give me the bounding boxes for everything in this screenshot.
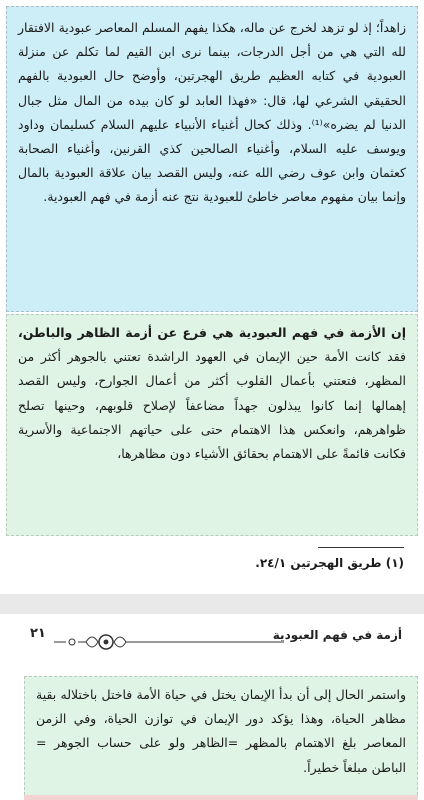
running-title: أزمة في فهم العبودية (272, 628, 402, 642)
middle-body: فقد كانت الأمة حين الإيمان في العهود الراشدة تعتني بالجوهر أكثر من المظهر، فتعتني بأعمال القلوب أكثر من أعمال الجوارح، وليس القصد إهمالها إنما كانوا يبذلون جهداً مضاعفاً لإصلاح قلوبهم، وحينها تصلح ظواهرهم، وانعكس هذا الاهتمام حتى على حياتهم الاجتماعية والأسرية فكانت قائمةً على الاهتمام بحقائق الأشياء دون مظاهرها، (18, 349, 406, 462)
page-number: ٢١ (30, 626, 46, 641)
middle-paragraph (18, 321, 406, 466)
footnote-divider (318, 547, 404, 548)
page-separator (0, 594, 424, 614)
bottom-paragraph: واستمر الحال إلى أن بدأ الإيمان يختل في حياة الأمة فاختل باختلاله بقية مظاهر الحياة، وهذا يؤكد دور الإيمان في توازن الحياة، وفي الزمن المعاصر بلغ الاهتمام بالمظهر =الظاهر ولو على حساب الجوهر = الباطن مبلغاً خطيراً. (36, 687, 406, 775)
next-highlight-strip (24, 795, 418, 800)
top-paragraph: زاهداً؛ إذ لو تزهد لخرج عن ماله، هكذا يفهم المسلم المعاصر عبودية الافتقار لله التي هي من أجل الدرجات، بينما نرى ابن القيم لما تكلم عن منزلة العبودية في كتابه العظيم طريق الهجرتين، وأوضح حال العبودية بالفهم الحقيقي الشرعي لها، قال: «فهذا العابد لو كان بيده من المال مثل جبال الدنيا لم يضره»⁽¹⁾. وذلك كحال أغنياء الأنبياء عليهم السلام كسليمان وداود ويوسف عليه السلام، وأغنياء الصالحين كذي القرنين، وأغنياء الصحابة كعثمان وابن عوف رضي الله عنه، وليس القصد بيان علاقة العبودية بالمال وإنما بيان مفهوم معاصر خاطئ للعبودية نتج عنه أزمة في فهم العبودية. (18, 20, 406, 205)
footnote: (١) طريق الهجرتين ٢٤/١. (255, 556, 404, 570)
highlighted-passage-top (6, 6, 418, 312)
middle-lead-bold: إن الأزمة في فهم العبودية هي فرع عن أزمة الظاهر والباطن، (18, 325, 406, 340)
page-header (0, 618, 424, 668)
highlighted-passage-middle (6, 314, 418, 536)
highlighted-passage-bottom (24, 676, 418, 800)
ornament-divider-icon (54, 622, 284, 662)
